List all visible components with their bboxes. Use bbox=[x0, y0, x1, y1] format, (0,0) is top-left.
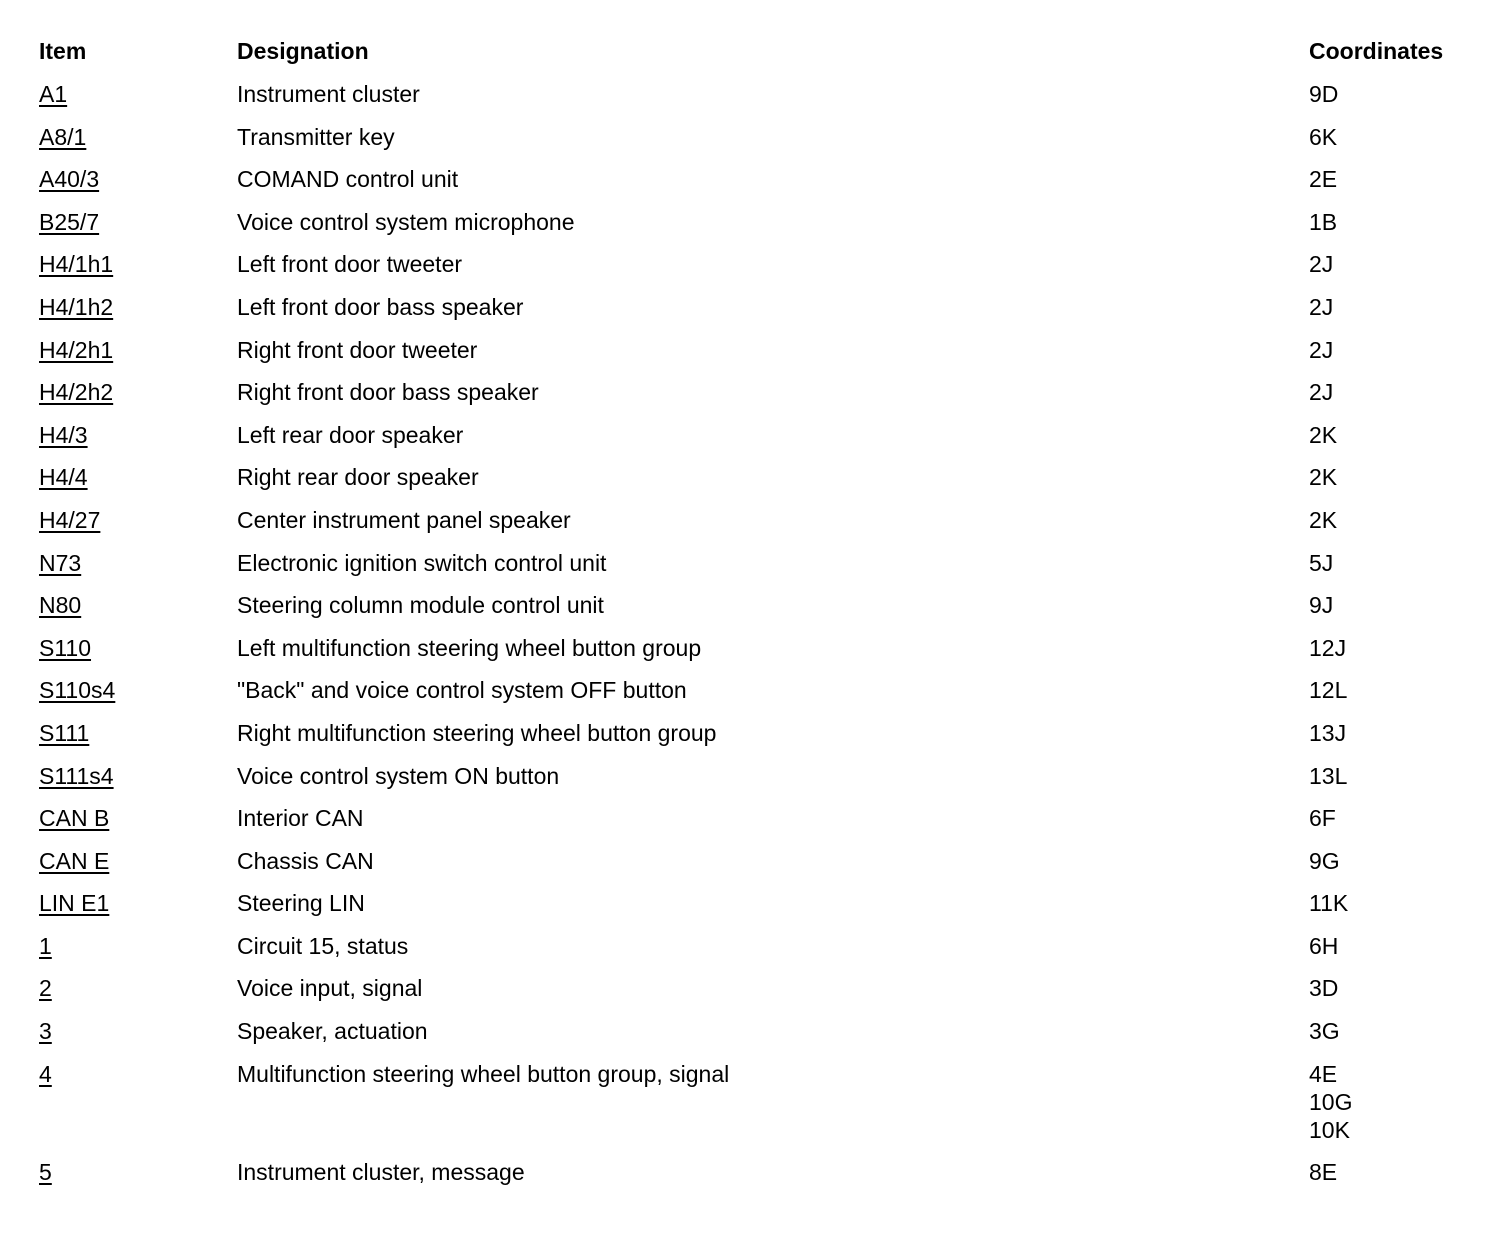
table-row bbox=[0, 889, 1504, 932]
coordinates-cell bbox=[1309, 250, 1333, 278]
item-link[interactable]: N73 bbox=[39, 549, 82, 576]
item-link[interactable]: A8/1 bbox=[39, 123, 87, 150]
table-row bbox=[0, 336, 1504, 379]
table-row bbox=[0, 378, 1504, 421]
item-link[interactable]: A1 bbox=[39, 81, 68, 107]
item-link[interactable]: H4/2h2 bbox=[39, 379, 114, 406]
designation-text: Instrument cluster, message bbox=[237, 1158, 525, 1185]
coordinate-value: 11K bbox=[1309, 890, 1349, 917]
coordinates-cell bbox=[1309, 165, 1337, 193]
coordinate-value: 2J bbox=[1309, 251, 1334, 278]
coordinates-cell bbox=[1309, 1017, 1340, 1045]
item-link[interactable]: 2 bbox=[39, 975, 52, 1002]
table-row bbox=[0, 676, 1504, 719]
coordinates-cell bbox=[1309, 591, 1333, 619]
table-row bbox=[0, 634, 1504, 677]
designation-text: Instrument cluster bbox=[237, 81, 420, 107]
header-item: Item bbox=[39, 38, 87, 64]
designation-text: COMAND control unit bbox=[237, 166, 459, 193]
designation-text: Center instrument panel speaker bbox=[237, 506, 571, 533]
designation-text: Left multifunction steering wheel button group bbox=[237, 634, 702, 661]
coordinate-value: 2K bbox=[1309, 506, 1338, 533]
coordinate-value: 3G bbox=[1309, 1018, 1340, 1045]
coordinates-cell bbox=[1309, 421, 1337, 449]
coordinates-cell bbox=[1309, 463, 1337, 491]
coordinates-cell bbox=[1309, 336, 1333, 364]
item-link[interactable]: CAN E bbox=[39, 847, 110, 874]
table-row bbox=[0, 123, 1504, 166]
table-row bbox=[0, 463, 1504, 506]
table-row bbox=[0, 719, 1504, 762]
coordinates-cell bbox=[1309, 293, 1333, 321]
table-row bbox=[0, 974, 1504, 1017]
coordinate-value: 6F bbox=[1309, 805, 1336, 832]
table-row bbox=[0, 932, 1504, 975]
designation-text: Steering column module control unit bbox=[237, 592, 604, 619]
coordinates-cell bbox=[1309, 549, 1333, 577]
coordinate-value: 1B bbox=[1309, 208, 1338, 235]
coordinates-cell bbox=[1309, 847, 1340, 875]
coordinate-value: 2K bbox=[1309, 464, 1338, 491]
item-link[interactable]: S111s4 bbox=[39, 762, 114, 789]
designation-text: Right front door bass speaker bbox=[237, 379, 539, 406]
item-link[interactable]: H4/3 bbox=[39, 421, 88, 448]
coordinates-cell bbox=[1309, 506, 1337, 534]
coordinates-cell bbox=[1309, 762, 1347, 790]
table-row bbox=[0, 421, 1504, 464]
item-link[interactable]: 3 bbox=[39, 1018, 52, 1045]
coordinate-value: 12J bbox=[1309, 634, 1347, 661]
item-link[interactable]: 5 bbox=[39, 1158, 52, 1185]
designation-text: Left rear door speaker bbox=[237, 421, 464, 448]
coordinates-cell bbox=[1309, 932, 1338, 960]
coordinate-value: 3D bbox=[1309, 975, 1339, 1002]
coordinate-value: 2J bbox=[1309, 336, 1334, 363]
designation-text: Multifunction steering wheel button group, signal bbox=[237, 1060, 730, 1087]
table-row bbox=[0, 165, 1504, 208]
coordinates-cell bbox=[1309, 676, 1347, 704]
item-link[interactable]: H4/1h1 bbox=[39, 251, 114, 278]
coordinate-value: 10G bbox=[1309, 1088, 1353, 1115]
coordinate-value: 12L bbox=[1309, 677, 1348, 704]
coordinate-value: 9D bbox=[1309, 81, 1339, 107]
item-link[interactable]: A40/3 bbox=[39, 166, 100, 193]
item-link[interactable]: LIN E1 bbox=[39, 890, 110, 917]
designation-text: Left front door tweeter bbox=[237, 251, 463, 278]
coordinate-value: 9J bbox=[1309, 592, 1334, 619]
item-link[interactable]: H4/27 bbox=[39, 506, 101, 533]
header-designation: Designation bbox=[237, 38, 369, 64]
coordinate-value: 9G bbox=[1309, 847, 1340, 874]
item-link[interactable]: S110 bbox=[39, 634, 92, 661]
legend-table bbox=[0, 80, 1504, 1200]
designation-text: Voice control system ON button bbox=[237, 762, 560, 789]
coordinates-cell bbox=[1309, 1158, 1337, 1186]
coordinates-cell bbox=[1309, 804, 1336, 832]
table-row bbox=[0, 804, 1504, 847]
item-link[interactable]: S111 bbox=[39, 719, 90, 746]
designation-text: "Back" and voice control system OFF button bbox=[237, 677, 687, 704]
table-row bbox=[0, 1017, 1504, 1060]
designation-text: Steering LIN bbox=[237, 890, 365, 917]
designation-text: Right multifunction steering wheel button group bbox=[237, 719, 717, 746]
coordinates-cell bbox=[1309, 123, 1337, 151]
item-link[interactable]: S110s4 bbox=[39, 677, 116, 704]
coordinates-cell bbox=[1309, 378, 1333, 406]
table-row bbox=[0, 293, 1504, 336]
designation-text: Left front door bass speaker bbox=[237, 293, 524, 320]
coordinates-cell bbox=[1309, 634, 1346, 662]
table-row bbox=[0, 1060, 1504, 1158]
item-link[interactable]: H4/2h1 bbox=[39, 336, 114, 363]
designation-text: Right front door tweeter bbox=[237, 336, 478, 363]
coordinate-value: 2J bbox=[1309, 379, 1334, 406]
coordinate-value: 2K bbox=[1309, 421, 1338, 448]
designation-text: Chassis CAN bbox=[237, 847, 374, 874]
designation-text: Right rear door speaker bbox=[237, 464, 479, 491]
designation-text: Interior CAN bbox=[237, 805, 364, 832]
item-link[interactable]: 1 bbox=[39, 932, 52, 959]
coordinate-value: 2E bbox=[1309, 166, 1338, 193]
coordinates-cell bbox=[1309, 1060, 1352, 1144]
coordinate-value: 13L bbox=[1309, 762, 1348, 789]
coordinate-value: 6K bbox=[1309, 123, 1338, 150]
coordinate-value: 4E bbox=[1309, 1060, 1338, 1087]
coordinates-cell bbox=[1309, 889, 1348, 917]
table-row bbox=[0, 208, 1504, 251]
item-link[interactable]: B25/7 bbox=[39, 208, 100, 235]
item-link[interactable]: N80 bbox=[39, 592, 82, 619]
table-row bbox=[0, 847, 1504, 890]
designation-text: Transmitter key bbox=[237, 123, 395, 150]
coordinate-value: 13J bbox=[1309, 719, 1347, 746]
item-link[interactable]: 4 bbox=[39, 1060, 52, 1087]
designation-text: Voice control system microphone bbox=[237, 208, 575, 235]
item-link[interactable]: H4/1h2 bbox=[39, 293, 114, 320]
table-row bbox=[0, 1158, 1504, 1201]
item-link[interactable]: CAN B bbox=[39, 805, 110, 832]
designation-text: Electronic ignition switch control unit bbox=[237, 549, 607, 576]
table-row bbox=[0, 549, 1504, 592]
designation-text: Speaker, actuation bbox=[237, 1018, 428, 1045]
coordinate-value: 6H bbox=[1309, 932, 1339, 959]
table-row bbox=[0, 762, 1504, 805]
table-row bbox=[0, 591, 1504, 634]
designation-text: Voice input, signal bbox=[237, 975, 423, 1002]
coordinates-cell bbox=[1309, 719, 1346, 747]
coordinates-cell bbox=[1309, 208, 1337, 236]
table-row bbox=[0, 80, 1504, 123]
coordinate-value: 8E bbox=[1309, 1158, 1338, 1185]
table-row bbox=[0, 250, 1504, 293]
designation-text: Circuit 15, status bbox=[237, 932, 409, 959]
coordinates-cell bbox=[1309, 80, 1338, 108]
item-link[interactable]: H4/4 bbox=[39, 464, 88, 491]
coordinate-value: 5J bbox=[1309, 549, 1334, 576]
coordinate-value: 10K bbox=[1309, 1116, 1350, 1143]
coordinates-cell bbox=[1309, 974, 1338, 1002]
header-coordinates: Coordinates bbox=[1309, 38, 1444, 64]
table-header bbox=[0, 38, 1504, 68]
table-row bbox=[0, 506, 1504, 549]
coordinate-value: 2J bbox=[1309, 293, 1334, 320]
